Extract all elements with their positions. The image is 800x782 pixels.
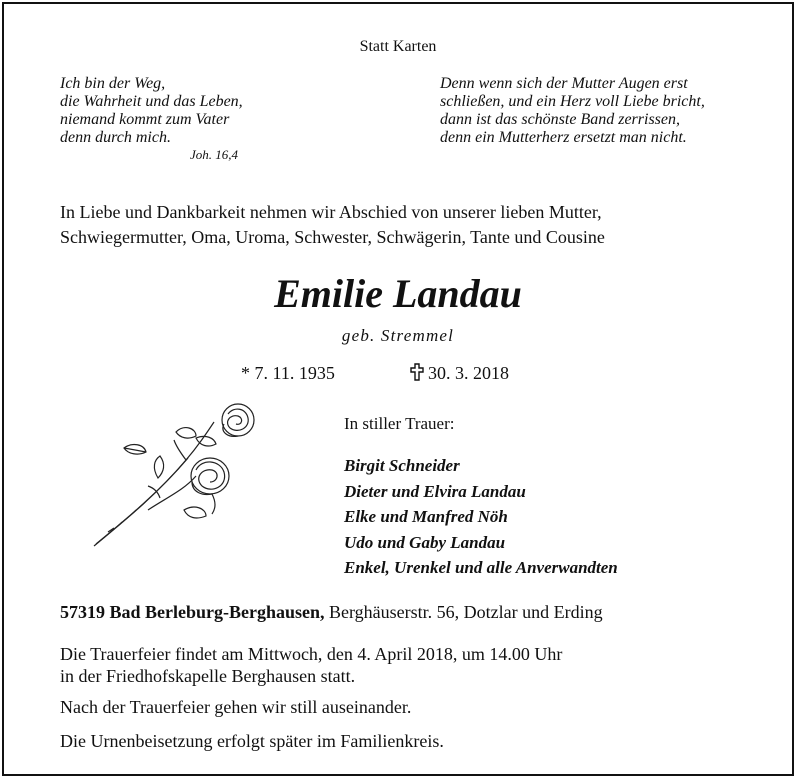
bible-quote <box>60 75 243 147</box>
birth-date: * 7. 11. 1935 <box>241 363 335 383</box>
quote-line: denn ein Mutterherz ersetzt man nicht. <box>440 129 687 146</box>
address <box>60 602 603 623</box>
mourner-name: Udo und Gaby Landau <box>344 532 506 552</box>
deceased-name: Emilie Landau <box>274 271 522 316</box>
death-date: 30. 3. 2018 <box>428 363 509 383</box>
address-city: 57319 Bad Berleburg-Berghausen, <box>60 602 325 622</box>
mourning-heading: In stiller Trauer: <box>344 414 455 433</box>
quote-line: denn durch mich. <box>60 129 171 146</box>
mourner-name: Birgit Schneider <box>344 456 460 475</box>
cross-icon <box>410 363 424 381</box>
header-title: Statt Karten <box>359 38 437 55</box>
mourner-name: Dieter und Elvira Landau <box>344 481 526 501</box>
quote-line: niemand kommt zum Vater <box>60 111 230 128</box>
quote-line: Ich bin der Weg, <box>60 75 166 92</box>
death-date-group <box>410 363 509 384</box>
funeral-line: Die Trauerfeier findet am Mittwoch, den 4. April 2018, um 14.00 Uhr <box>60 644 563 664</box>
mourner-name: Elke und Manfred Nöh <box>344 507 508 526</box>
urn-burial-note: Die Urnenbeisetzung erfolgt später im Familienkreis. <box>60 731 444 751</box>
after-funeral-note: Nach der Trauerfeier gehen wir still auseinander. <box>60 697 412 717</box>
quote-line: die Wahrheit und das Leben, <box>60 93 243 110</box>
maiden-name: geb. Stremmel <box>341 326 455 345</box>
quote-source: Joh. 16,4 <box>190 147 239 162</box>
address-rest: Berghäuserstr. 56, Dotzlar und Erding <box>329 602 603 622</box>
obituary-notice <box>2 2 794 776</box>
intro-line: In Liebe und Dankbarkeit nehmen wir Abschied von unserer lieben Mutter, <box>60 202 602 222</box>
funeral-info <box>60 644 562 687</box>
poem-quote <box>440 75 705 147</box>
quote-line: dann ist das schönste Band zerrissen, <box>440 111 680 128</box>
funeral-line: in der Friedhofskapelle Berghausen statt. <box>60 665 356 686</box>
quote-line: Denn wenn sich der Mutter Augen erst <box>440 75 688 92</box>
mourner-name: Enkel, Urenkel und alle Anverwandten <box>344 558 618 577</box>
intro-text <box>60 200 605 249</box>
intro-line: Schwiegermutter, Oma, Uroma, Schwester, Schwägerin, Tante und Cousine <box>60 226 605 247</box>
quote-line: schließen, und ein Herz voll Liebe bricht, <box>440 93 705 110</box>
mourners-list <box>344 453 618 581</box>
rose-illustration <box>88 398 264 550</box>
